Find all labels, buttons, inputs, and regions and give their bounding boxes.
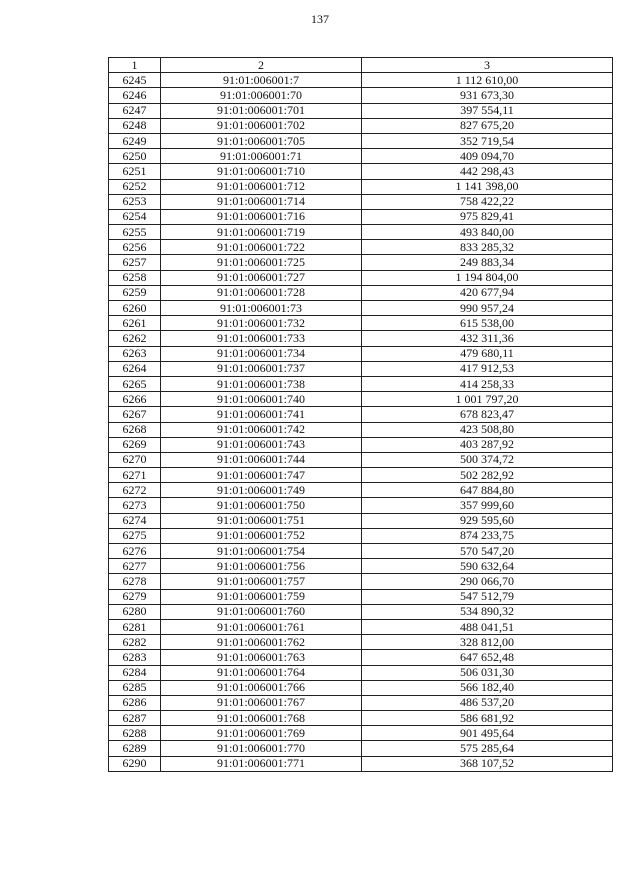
row-number-cell: 6255 <box>109 225 161 240</box>
cadastral-number-cell: 91:01:006001:722 <box>161 240 362 255</box>
row-number-cell: 6273 <box>109 498 161 513</box>
row-number-cell: 6248 <box>109 118 161 133</box>
table-row <box>109 498 613 513</box>
value-cell: 678 823,47 <box>362 407 613 422</box>
table-row <box>109 604 613 619</box>
value-cell: 432 311,36 <box>362 331 613 346</box>
cadastral-number-cell: 91:01:006001:761 <box>161 619 362 634</box>
value-cell: 249 883,34 <box>362 255 613 270</box>
table-row <box>109 133 613 148</box>
value-cell: 417 912,53 <box>362 361 613 376</box>
table-row <box>109 118 613 133</box>
table-row <box>109 559 613 574</box>
cadastral-number-cell: 91:01:006001:733 <box>161 331 362 346</box>
cadastral-number-cell: 91:01:006001:705 <box>161 133 362 148</box>
cadastral-number-cell: 91:01:006001:734 <box>161 346 362 361</box>
row-number-cell: 6286 <box>109 695 161 710</box>
table-row <box>109 194 613 209</box>
cadastral-number-cell: 91:01:006001:727 <box>161 270 362 285</box>
table-row <box>109 528 613 543</box>
table-row <box>109 179 613 194</box>
cadastral-number-cell: 91:01:006001:701 <box>161 103 362 118</box>
value-cell: 1 141 398,00 <box>362 179 613 194</box>
row-number-cell: 6284 <box>109 665 161 680</box>
value-cell: 901 495,64 <box>362 726 613 741</box>
table-row <box>109 361 613 376</box>
cadastral-number-cell: 91:01:006001:725 <box>161 255 362 270</box>
row-number-cell: 6274 <box>109 513 161 528</box>
cadastral-number-cell: 91:01:006001:712 <box>161 179 362 194</box>
cadastral-number-cell: 91:01:006001:764 <box>161 665 362 680</box>
row-number-cell: 6271 <box>109 468 161 483</box>
cadastral-number-cell: 91:01:006001:738 <box>161 376 362 391</box>
value-cell: 506 031,30 <box>362 665 613 680</box>
table-row <box>109 650 613 665</box>
row-number-cell: 6253 <box>109 194 161 209</box>
row-number-cell: 6250 <box>109 149 161 164</box>
value-cell: 502 282,92 <box>362 468 613 483</box>
table-row <box>109 149 613 164</box>
table-row <box>109 346 613 361</box>
row-number-cell: 6282 <box>109 635 161 650</box>
cadastral-number-cell: 91:01:006001:760 <box>161 604 362 619</box>
cadastral-number-cell: 91:01:006001:71 <box>161 149 362 164</box>
cadastral-number-cell: 91:01:006001:710 <box>161 164 362 179</box>
table-row <box>109 240 613 255</box>
cadastral-number-cell: 91:01:006001:728 <box>161 285 362 300</box>
row-number-cell: 6265 <box>109 376 161 391</box>
cadastral-number-cell: 91:01:006001:70 <box>161 88 362 103</box>
table-row <box>109 680 613 695</box>
value-cell: 647 884,80 <box>362 483 613 498</box>
value-cell: 874 233,75 <box>362 528 613 543</box>
table-header <box>109 58 613 73</box>
value-cell: 442 298,43 <box>362 164 613 179</box>
cadastral-number-cell: 91:01:006001:743 <box>161 437 362 452</box>
cadastral-number-cell: 91:01:006001:751 <box>161 513 362 528</box>
row-number-cell: 6288 <box>109 726 161 741</box>
value-cell: 403 287,92 <box>362 437 613 452</box>
registry-table <box>108 57 613 772</box>
row-number-cell: 6252 <box>109 179 161 194</box>
table-row <box>109 695 613 710</box>
header-col-3: 3 <box>362 58 613 73</box>
cadastral-number-cell: 91:01:006001:769 <box>161 726 362 741</box>
value-cell: 615 538,00 <box>362 316 613 331</box>
table-row <box>109 574 613 589</box>
table-row <box>109 422 613 437</box>
row-number-cell: 6269 <box>109 437 161 452</box>
table-row <box>109 619 613 634</box>
table-row <box>109 392 613 407</box>
value-cell: 357 999,60 <box>362 498 613 513</box>
row-number-cell: 6257 <box>109 255 161 270</box>
value-cell: 420 677,94 <box>362 285 613 300</box>
table-row <box>109 285 613 300</box>
table-body <box>109 73 613 772</box>
row-number-cell: 6258 <box>109 270 161 285</box>
table-row <box>109 225 613 240</box>
cadastral-number-cell: 91:01:006001:752 <box>161 528 362 543</box>
value-cell: 352 719,54 <box>362 133 613 148</box>
row-number-cell: 6279 <box>109 589 161 604</box>
table-row <box>109 711 613 726</box>
table-row <box>109 665 613 680</box>
value-cell: 570 547,20 <box>362 544 613 559</box>
table-row <box>109 73 613 88</box>
header-col-1: 1 <box>109 58 161 73</box>
table-row <box>109 407 613 422</box>
cadastral-number-cell: 91:01:006001:740 <box>161 392 362 407</box>
row-number-cell: 6262 <box>109 331 161 346</box>
cadastral-number-cell: 91:01:006001:759 <box>161 589 362 604</box>
value-cell: 500 374,72 <box>362 452 613 467</box>
cadastral-number-cell: 91:01:006001:747 <box>161 468 362 483</box>
row-number-cell: 6246 <box>109 88 161 103</box>
table-row <box>109 635 613 650</box>
table-row <box>109 331 613 346</box>
value-cell: 547 512,79 <box>362 589 613 604</box>
row-number-cell: 6268 <box>109 422 161 437</box>
value-cell: 479 680,11 <box>362 346 613 361</box>
header-row <box>109 58 613 73</box>
row-number-cell: 6277 <box>109 559 161 574</box>
value-cell: 290 066,70 <box>362 574 613 589</box>
row-number-cell: 6263 <box>109 346 161 361</box>
value-cell: 990 957,24 <box>362 301 613 316</box>
row-number-cell: 6287 <box>109 711 161 726</box>
cadastral-number-cell: 91:01:006001:754 <box>161 544 362 559</box>
table-row <box>109 468 613 483</box>
value-cell: 1 194 804,00 <box>362 270 613 285</box>
table-row <box>109 513 613 528</box>
value-cell: 566 182,40 <box>362 680 613 695</box>
cadastral-number-cell: 91:01:006001:750 <box>161 498 362 513</box>
table-row <box>109 544 613 559</box>
row-number-cell: 6249 <box>109 133 161 148</box>
cadastral-number-cell: 91:01:006001:762 <box>161 635 362 650</box>
table-row <box>109 316 613 331</box>
value-cell: 758 422,22 <box>362 194 613 209</box>
table-row <box>109 452 613 467</box>
table-row <box>109 270 613 285</box>
row-number-cell: 6260 <box>109 301 161 316</box>
table-row <box>109 88 613 103</box>
cadastral-number-cell: 91:01:006001:73 <box>161 301 362 316</box>
value-cell: 423 508,80 <box>362 422 613 437</box>
row-number-cell: 6275 <box>109 528 161 543</box>
cadastral-number-cell: 91:01:006001:770 <box>161 741 362 756</box>
cadastral-number-cell: 91:01:006001:741 <box>161 407 362 422</box>
row-number-cell: 6256 <box>109 240 161 255</box>
cadastral-number-cell: 91:01:006001:702 <box>161 118 362 133</box>
row-number-cell: 6259 <box>109 285 161 300</box>
value-cell: 493 840,00 <box>362 225 613 240</box>
table-row <box>109 483 613 498</box>
value-cell: 1 112 610,00 <box>362 73 613 88</box>
page-number: 137 <box>311 12 329 26</box>
value-cell: 486 537,20 <box>362 695 613 710</box>
table-row <box>109 756 613 771</box>
value-cell: 1 001 797,20 <box>362 392 613 407</box>
header-col-2: 2 <box>161 58 362 73</box>
row-number-cell: 6281 <box>109 619 161 634</box>
table-row <box>109 726 613 741</box>
row-number-cell: 6278 <box>109 574 161 589</box>
value-cell: 590 632,64 <box>362 559 613 574</box>
row-number-cell: 6261 <box>109 316 161 331</box>
table-row <box>109 589 613 604</box>
value-cell: 647 652,48 <box>362 650 613 665</box>
cadastral-number-cell: 91:01:006001:732 <box>161 316 362 331</box>
cadastral-number-cell: 91:01:006001:716 <box>161 209 362 224</box>
cadastral-number-cell: 91:01:006001:767 <box>161 695 362 710</box>
value-cell: 575 285,64 <box>362 741 613 756</box>
cadastral-number-cell: 91:01:006001:749 <box>161 483 362 498</box>
value-cell: 368 107,52 <box>362 756 613 771</box>
value-cell: 827 675,20 <box>362 118 613 133</box>
row-number-cell: 6276 <box>109 544 161 559</box>
row-number-cell: 6264 <box>109 361 161 376</box>
row-number-cell: 6270 <box>109 452 161 467</box>
row-number-cell: 6254 <box>109 209 161 224</box>
cadastral-number-cell: 91:01:006001:757 <box>161 574 362 589</box>
cadastral-number-cell: 91:01:006001:766 <box>161 680 362 695</box>
table-row <box>109 741 613 756</box>
cadastral-number-cell: 91:01:006001:744 <box>161 452 362 467</box>
value-cell: 328 812,00 <box>362 635 613 650</box>
table-row <box>109 103 613 118</box>
table-row <box>109 209 613 224</box>
cadastral-number-cell: 91:01:006001:742 <box>161 422 362 437</box>
cadastral-number-cell: 91:01:006001:756 <box>161 559 362 574</box>
cadastral-number-cell: 91:01:006001:771 <box>161 756 362 771</box>
cadastral-number-cell: 91:01:006001:763 <box>161 650 362 665</box>
value-cell: 929 595,60 <box>362 513 613 528</box>
row-number-cell: 6266 <box>109 392 161 407</box>
value-cell: 975 829,41 <box>362 209 613 224</box>
value-cell: 414 258,33 <box>362 376 613 391</box>
row-number-cell: 6290 <box>109 756 161 771</box>
cadastral-number-cell: 91:01:006001:768 <box>161 711 362 726</box>
table-row <box>109 164 613 179</box>
row-number-cell: 6285 <box>109 680 161 695</box>
value-cell: 586 681,92 <box>362 711 613 726</box>
value-cell: 397 554,11 <box>362 103 613 118</box>
table-row <box>109 376 613 391</box>
row-number-cell: 6267 <box>109 407 161 422</box>
cadastral-number-cell: 91:01:006001:737 <box>161 361 362 376</box>
table-row <box>109 255 613 270</box>
row-number-cell: 6251 <box>109 164 161 179</box>
table-row <box>109 437 613 452</box>
row-number-cell: 6247 <box>109 103 161 118</box>
row-number-cell: 6289 <box>109 741 161 756</box>
value-cell: 488 041,51 <box>362 619 613 634</box>
row-number-cell: 6283 <box>109 650 161 665</box>
cadastral-number-cell: 91:01:006001:719 <box>161 225 362 240</box>
value-cell: 931 673,30 <box>362 88 613 103</box>
value-cell: 534 890,32 <box>362 604 613 619</box>
cadastral-number-cell: 91:01:006001:714 <box>161 194 362 209</box>
cadastral-number-cell: 91:01:006001:7 <box>161 73 362 88</box>
row-number-cell: 6280 <box>109 604 161 619</box>
row-number-cell: 6272 <box>109 483 161 498</box>
value-cell: 409 094,70 <box>362 149 613 164</box>
value-cell: 833 285,32 <box>362 240 613 255</box>
table-row <box>109 301 613 316</box>
row-number-cell: 6245 <box>109 73 161 88</box>
